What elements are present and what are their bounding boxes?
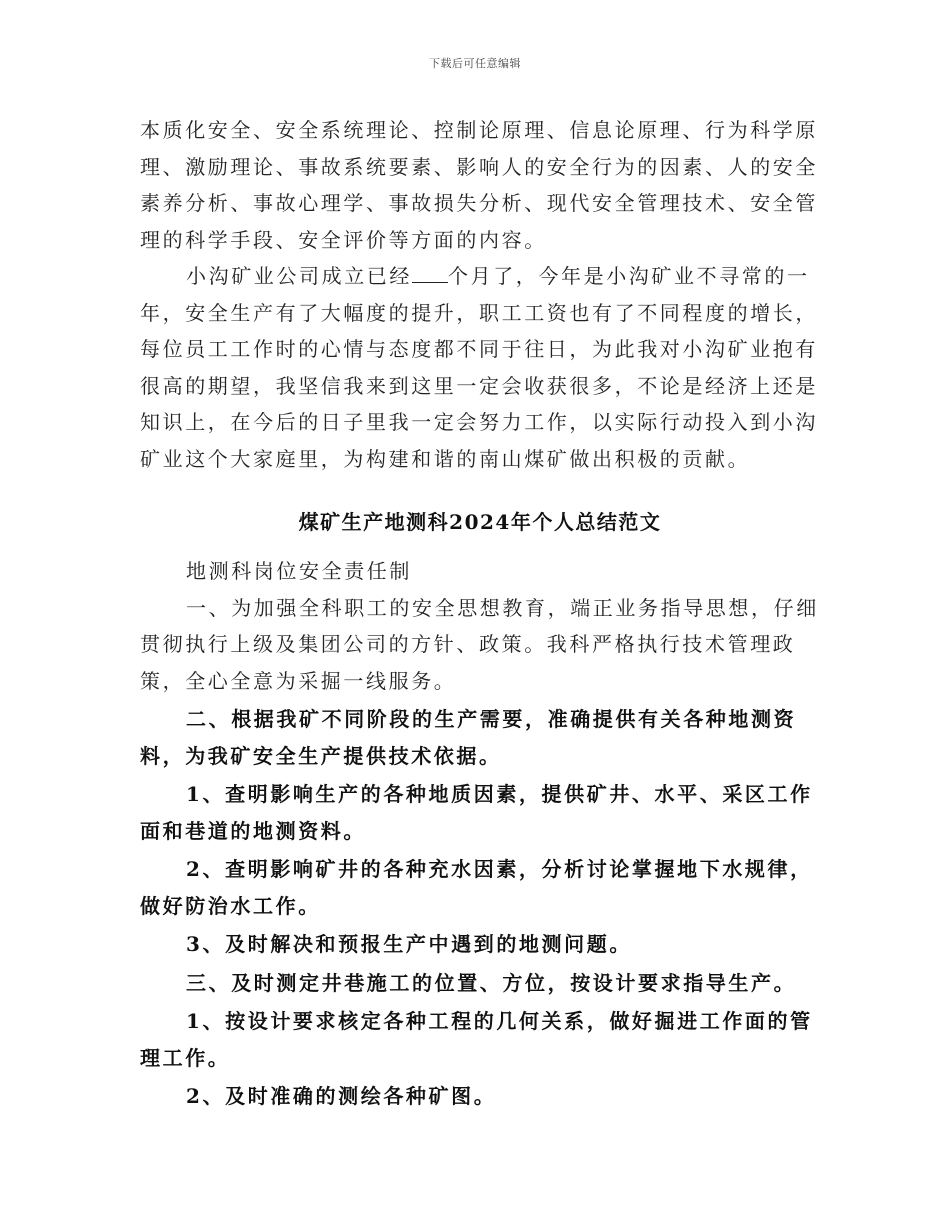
item-two-sub-two: 2、查明影响矿井的各种充水因素，分析讨论掌握地下水规律，做好防治水工作。 xyxy=(140,857,813,918)
document-title: 煤矿生产地测科2024年个人总结范文 xyxy=(298,510,662,534)
item-two-sub-three: 3、及时解决和预报生产中遇到的地测问题。 xyxy=(186,932,632,956)
item-three: 三、及时测定井巷施工的位置、方位，按设计要求指导生产。 xyxy=(186,970,797,995)
section-subtitle: 地测科岗位安全责任制 xyxy=(186,559,412,583)
fill-in-blank xyxy=(412,264,448,283)
document-body xyxy=(140,112,820,1115)
item-two-sub-one: 1、查明影响生产的各种地质因素，提供矿井、水平、采区工作面和巷道的地测资料。 xyxy=(140,782,813,843)
item-one: 一、为加强全科职工的安全思想教育，端正业务指导思想，仔细贯彻执行上级及集团公司的方针、政策。我科严格执行技术管理政策，全心全意为采掘一线服务。 xyxy=(140,595,819,693)
item-three-sub-one: 1、按设计要求核定各种工程的几何关系，做好掘进工作面的管理工作。 xyxy=(140,1009,813,1070)
paragraph-text-after-blank: 个月了，今年是小沟矿业不寻常的一年，安全生产有了大幅度的提升，职工工资也有了不同程度的增长，每位员工工作时的心情与态度都不同于往日，为此我对小沟矿业抱有很高的期望，我坚信我来到这里一定会收获很多，不论是经济上还是知识上，在今后的日子里我一定会努力工作，以实际行动投入到小沟矿业这个大家庭里，为构建和谐的南山煤矿做出积极的贡献。 xyxy=(140,264,818,471)
paragraph-safety-theory: 本质化安全、安全系统理论、控制论原理、信息论原理、行为科学原理、激励理论、事故系统要素、影响人的安全行为的因素、人的安全素养分析、事故心理学、事故损失分析、现代安全管理技术、安全管理的科学手段、安全评价等方面的内容。 xyxy=(140,118,818,252)
paragraph-text-before-blank: 小沟矿业公司成立已经 xyxy=(186,264,412,288)
item-two: 二、根据我矿不同阶段的生产需要，准确提供有关各种地测资料，为我矿安全生产提供技术依据。 xyxy=(140,707,797,768)
paragraph-company-summary xyxy=(140,258,820,477)
item-three-sub-two: 2、及时准确的测绘各种矿图。 xyxy=(186,1084,497,1108)
page-header-note: 下载后可任意编辑 xyxy=(429,57,521,70)
